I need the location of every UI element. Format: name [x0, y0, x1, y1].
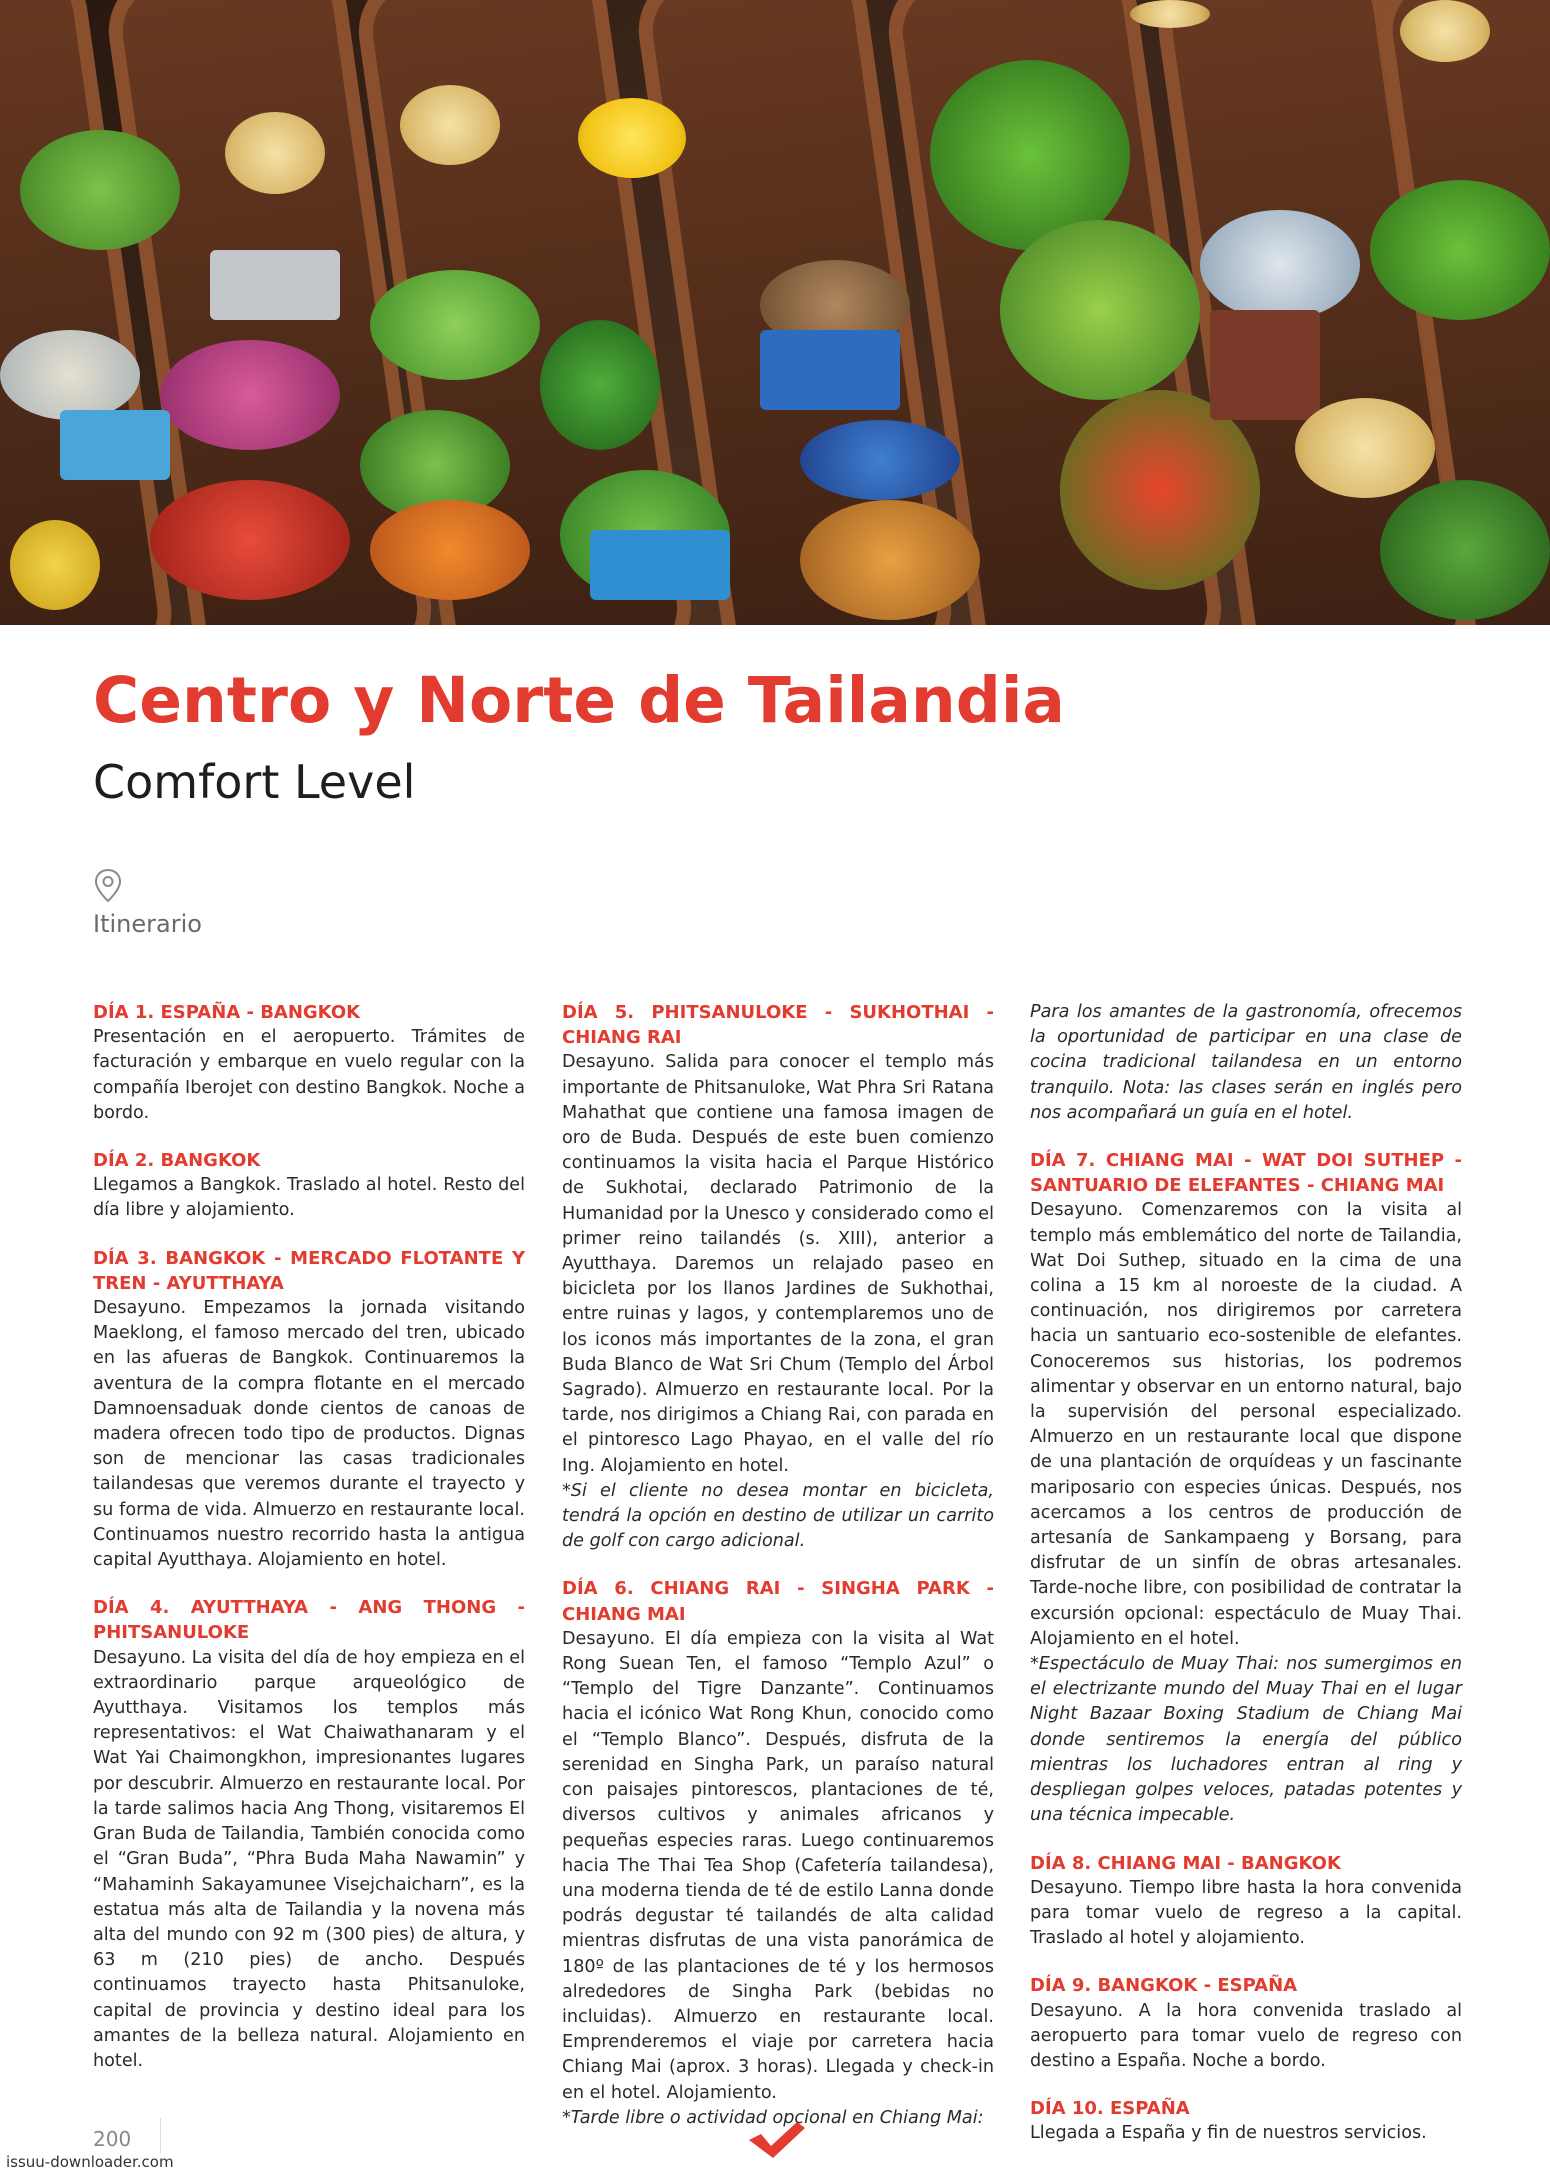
day-1 — [93, 1000, 525, 1126]
day-description: Desayuno. La visita del día de hoy empieza en el extraordinario parque arqueológico de Ayutthaya. Visitamos los templos más representativos: el Wat Chaiwathanaram y el Wat Yai Chaimongkhon, impresionantes lugares por descubrir. Almuerzo en restaurante local. Por la tarde salimos hacia Ang Thong, visitaremos El Gran Buda de Tailandia, También conocida como el “Gran Buda”, “Phra Buda Maha Nawamin” y “Mahaminh Sakayamunee Visejchaicharn”, es la estatua más alta de Tailandia y la novena más alta del mundo con 92 m (300 pies) de altura, y 63 m (210 pies) de ancho. Después continuamos trayecto hasta Phitsanuloke, capital de provincia y destino ideal para los amantes de la belleza natural. Alojamiento en hotel. — [93, 1647, 525, 2071]
itinerary-column-3 — [1030, 1000, 1462, 2169]
day-7 — [1030, 1148, 1462, 1828]
day-10 — [1030, 2096, 1462, 2146]
day-note: *Si el cliente no desea montar en bicicleta, tendrá la opción en destino de utilizar un carrito de golf con cargo adicional. — [562, 1480, 994, 1552]
day-description: Llegamos a Bangkok. Traslado al hotel. Resto del día libre y alojamiento. — [93, 1175, 525, 1221]
day-title: DÍA 9. BANGKOK - ESPAÑA — [1030, 1975, 1298, 1997]
day-description: Desayuno. A la hora convenida traslado al aeropuerto para tomar vuelo de regreso con destino a España. Noche a bordo. — [1030, 2000, 1462, 2071]
location-pin-icon — [93, 868, 123, 904]
day-description: Desayuno. Empezamos la jornada visitando Maeklong, el famoso mercado del tren, ubicado en las afueras de Bangkok. Continuaremos la aventura de la compra flotante en el mercado Damnoensaduak donde cientos de canoas de madera ofrecen todo tipo de productos. Dignas son de mencionar las casas tradicionales tailandesas que veremos durante el trayecto y su forma de vida. Almuerzo en restaurante local. Continuamos nuestro recorrido hasta la antigua capital Ayutthaya. Alojamiento en hotel. — [93, 1298, 525, 1571]
day-title: DÍA 10. ESPAÑA — [1030, 2098, 1190, 2120]
checkmark-logo-icon — [745, 2120, 807, 2160]
itinerary-column-1 — [93, 1000, 525, 2096]
day-description: Desayuno. Tiempo libre hasta la hora convenida para tomar vuelo de regreso a la capital. Traslado al hotel y alojamiento. — [1030, 1877, 1462, 1949]
day-title: DÍA 1. ESPAÑA - BANGKOK — [93, 1002, 361, 1023]
day-description: Desayuno. El día empieza con la visita al Wat Rong Suean Ten, el famoso “Templo Azul” o “Templo del Tigre Danzante”. Continuamos hacia el icónico Wat Rong Khun, conocido como el “Templo Blanco”. Después, disfruta de la serenidad en Singha Park, un paraíso natural con paisajes pintorescos, plantaciones de té, diversos cultivos y animales africanos y pequeñas especies raras. Luego continuaremos hacia The Thai Tea Shop (Cafetería tailandesa), una moderna tienda de té de estilo Lanna donde podrás degustar té tailandés de alta calidad mientras disfrutas de una vista panorámica de 180º de las plantaciones de té y los hermosos alrededores de Singha Park (bebidas no incluidas). Almuerzo en restaurante local. Emprenderemos el viaje por carretera hacia Chiang Mai (aprox. 3 horas). Llegada y check-in en el hotel. Alojamiento. — [562, 1628, 994, 2103]
day-3 — [93, 1246, 525, 1574]
day-title: DÍA 8. CHIANG MAI - BANGKOK — [1030, 1852, 1341, 1874]
day-description: Desayuno. Salida para conocer el templo más importante de Phitsanuloke, Wat Phra Sri Ratana Mahathat que contiene una famosa imagen de oro de Buda. Después de este buen comienzo continuamos la visita hacia el Parque Histórico de Sukhotai, declarado Patrimonio de la Humanidad por la Unesco y considerado como el primer reino tailandés (s. XIII), anterior a Ayutthaya. Daremos un relajado paseo en bicicleta por los llanos Jardines de Sukhothai, entre ruinas y lagos, y contemplaremos uno de los iconos más importantes de la zona, el gran Buda Blanco de Wat Sri Chum (Templo del Árbol Sagrado). Almuerzo en restaurante local. Por la tarde, nos dirigimos a Chiang Rai, con parada en el pintoresco Lago Phayao, en el valle del río Ing. Alojamiento en hotel. — [562, 1052, 994, 1476]
hero-photo — [0, 0, 1550, 625]
cooking-class-note: Para los amantes de la gastronomía, ofrecemos la oportunidad de participar en una clase de cocina tradicional tailandesa en un entorno tranquilo. Nota: las clases serán en inglés pero nos acompañará un guía en el hotel. — [1030, 1002, 1462, 1123]
day-9 — [1030, 1973, 1462, 2074]
day-note: *Espectáculo de Muay Thai: nos sumergimos en el electrizante mundo del Muay Thai en el lugar Night Bazaar Boxing Stadium de Chiang Mai donde sentiremos la energía del público mientras los luchadores entran al ring y despliegan golpes veloces, patadas potentes y una técnica impecable. — [1030, 1654, 1462, 1826]
day-description: Llegada a España y fin de nuestros servicios. — [1030, 2123, 1427, 2144]
day-description: Desayuno. Comenzaremos con la visita al templo más emblemático del norte de Tailandia, Wat Doi Suthep, situado en la cima de una colina a 15 km al noroeste de la ciudad. A continuación, nos dirigiremos por carretera hacia un santuario eco-sostenible de elefantes. Conoceremos sus historias, los podremos alimentar y observar en un entorno natural, bajo la supervisión del personal especializado. Almuerzo en un restaurante local que dispone de una plantación de orquídeas y un fascinante mariposario con especies únicas. Después, nos acercamos a los centros de producción de artesanía de Sankampaeng y Borsang, para disfrutar de un sinfín de obras artesanales. Tarde-noche libre, con posibilidad de contratar la excursión opcional: espectáculo de Muay Thai. Alojamiento en el hotel. — [1030, 1200, 1462, 1649]
page-number: 200 — [93, 2127, 132, 2151]
page-subtitle: Comfort Level — [93, 755, 416, 809]
day-8 — [1030, 1851, 1462, 1952]
source-watermark: issuu-downloader.com — [6, 2153, 174, 2171]
day-title: DÍA 3. BANGKOK - MERCADO FLOTANTE Y TREN - AYUTTHAYA — [93, 1247, 525, 1294]
itinerary-label: Itinerario — [93, 910, 202, 938]
day-5 — [562, 1000, 994, 1554]
page-title: Centro y Norte de Tailandia — [93, 664, 1065, 737]
day-title: DÍA 7. CHIANG MAI - WAT DOI SUTHEP - SANTUARIO DE ELEFANTES - CHIANG MAI — [1030, 1150, 1462, 1197]
day-4 — [93, 1595, 525, 2074]
day-note: *Tarde libre o actividad opcional en Chiang Mai: — [562, 2107, 984, 2128]
day-title: DÍA 4. AYUTTHAYA - ANG THONG - PHITSANULOKE — [93, 1597, 525, 1644]
day-title: DÍA 5. PHITSANULOKE - SUKHOTHAI - CHIANG RAI — [562, 1002, 994, 1049]
day-title: DÍA 6. CHIANG RAI - SINGHA PARK - CHIANG MAI — [562, 1578, 994, 1625]
day-6 — [562, 1576, 994, 2130]
day-title: DÍA 2. BANGKOK — [93, 1150, 261, 1172]
day-description: Presentación en el aeropuerto. Trámites de facturación y embarque en vuelo regular con la compañía Iberojet con destino Bangkok. Noche a bordo. — [93, 1027, 525, 1123]
day-2 — [93, 1148, 525, 1224]
itinerary-column-2 — [562, 1000, 994, 2153]
